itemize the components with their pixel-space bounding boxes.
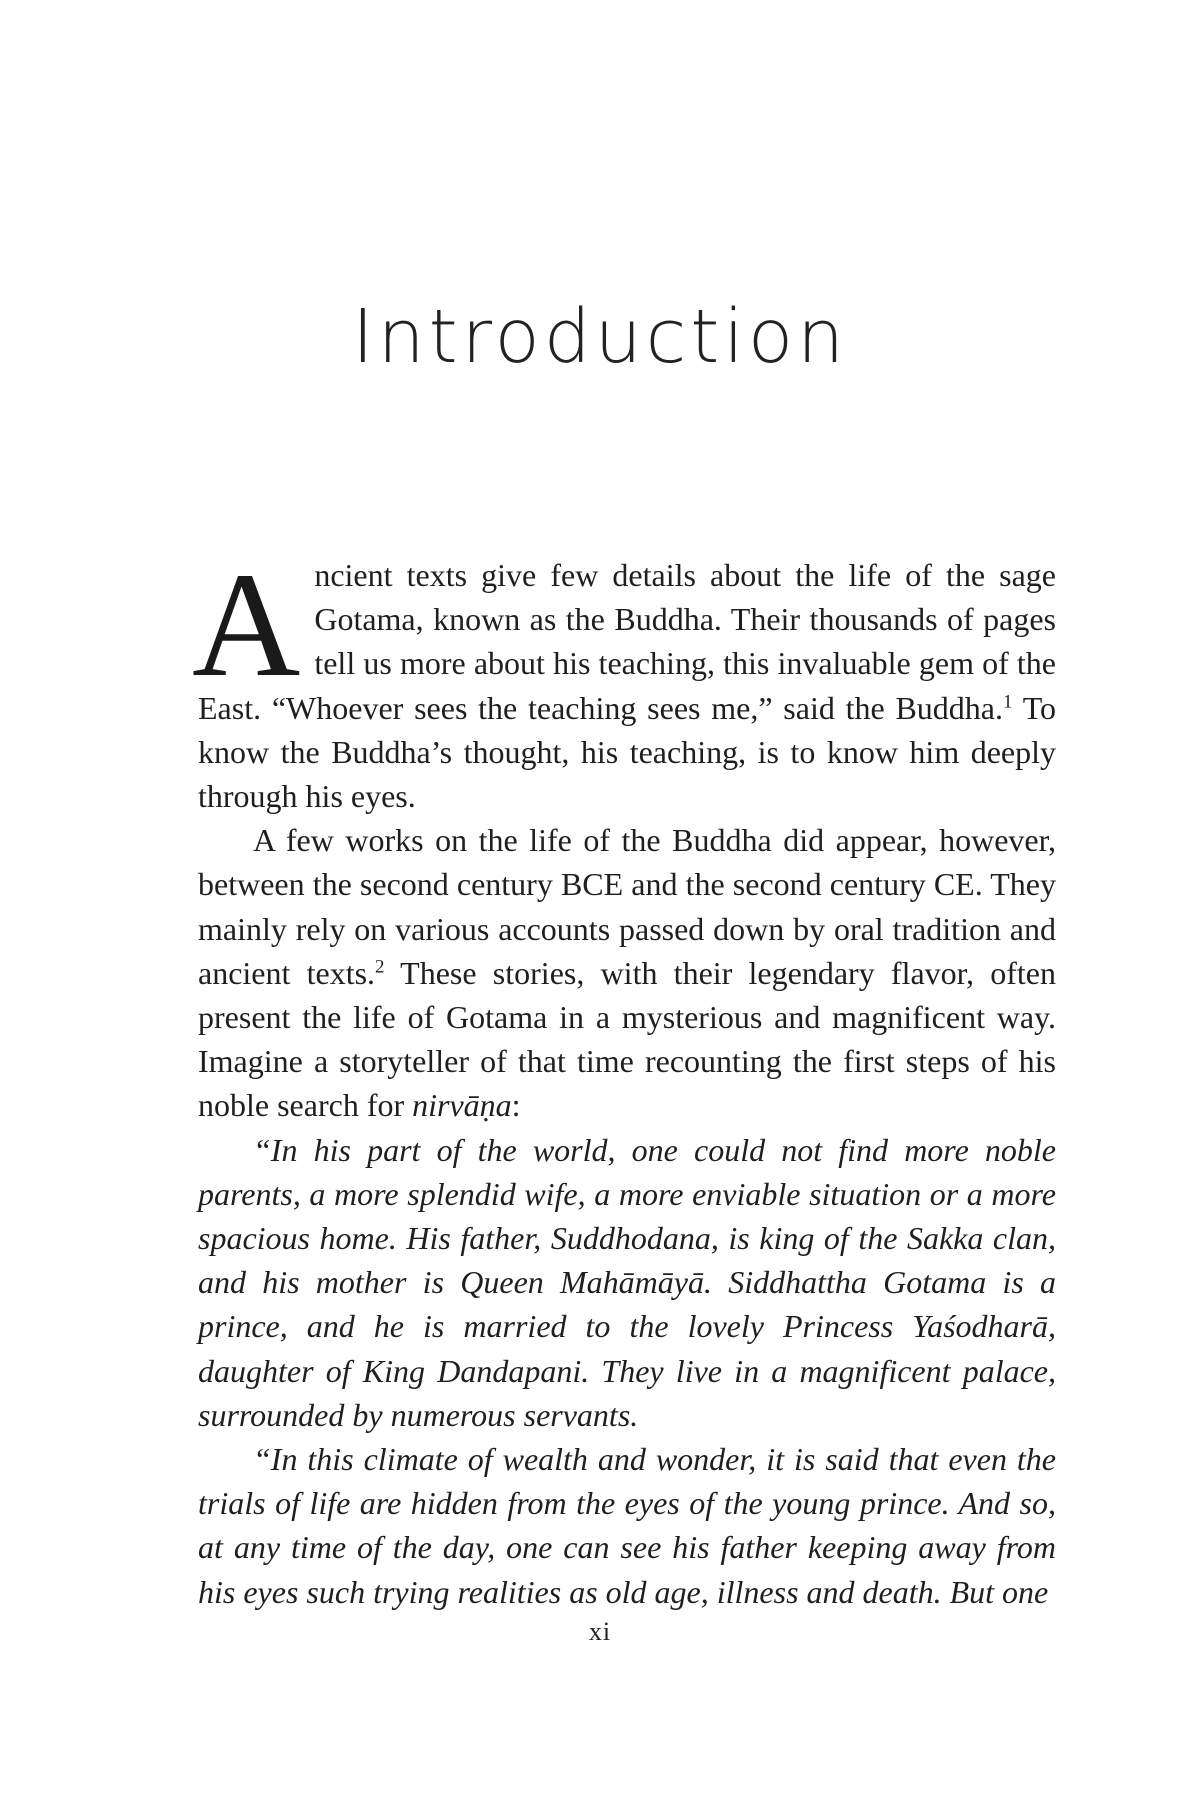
paragraph-1-text-a: ncient texts give few details about the life of the sage Gotama, known as the Buddha. Their thousands of pages tell us more about his teaching, this invaluable gem of the East. “Whoever sees the teaching sees me,” said the Buddha.	[198, 557, 1056, 726]
chapter-title: Introduction	[351, 294, 849, 380]
body-text	[192, 542, 1057, 1614]
drop-cap: A	[192, 542, 301, 708]
page-number: xi	[588, 1617, 612, 1646]
footnote-marker-1: 1	[1003, 690, 1013, 712]
paragraph-2-text-a: A few works on the life of the Buddha did appear, however, between the second century BCE and the second century CE. They mainly rely on various accounts passed down by oral tradition and ancient texts.	[198, 822, 1056, 991]
paragraph-4-quote: “In this climate of wealth and wonder, it is said that even the trials of life are hidden from the eyes of the young prince. And so, at any time of the day, one can see his father keeping away from his eyes such trying realities as old age, illness and death. But one	[198, 1441, 1056, 1610]
paragraph-2-text-c: :	[511, 1087, 521, 1124]
paragraph-1	[192, 542, 1057, 818]
paragraph-3-quote: “In his part of the world, one could not find more noble parents, a more splendid wife, a more enviable situation or a more spacious home. His father, Suddhodana, is king of the Sakka clan, and his mother is Queen Mahāmāyā. Siddhattha Gotama is a prince, and he is married to the lovely Princess Yaśodharā, daughter of King Dandapani. They live in a magnificent palace, surrounded by numerous servants.	[198, 1131, 1056, 1433]
paragraph-2-text-b: These stories, with their legendary flavor, often present the life of Gotama in a mysterious and magnificent way. Imagine a storyteller of that time recounting the first steps of his noble search for	[198, 954, 1057, 1124]
nirvana-term: nirvāṇa	[412, 1087, 512, 1124]
footnote-marker-2: 2	[375, 956, 385, 978]
paragraph-2	[198, 818, 1056, 1127]
paragraph-1-text-b: To know the Buddha’s thought, his teaching, is to know him deeply through his eyes.	[198, 689, 1057, 815]
